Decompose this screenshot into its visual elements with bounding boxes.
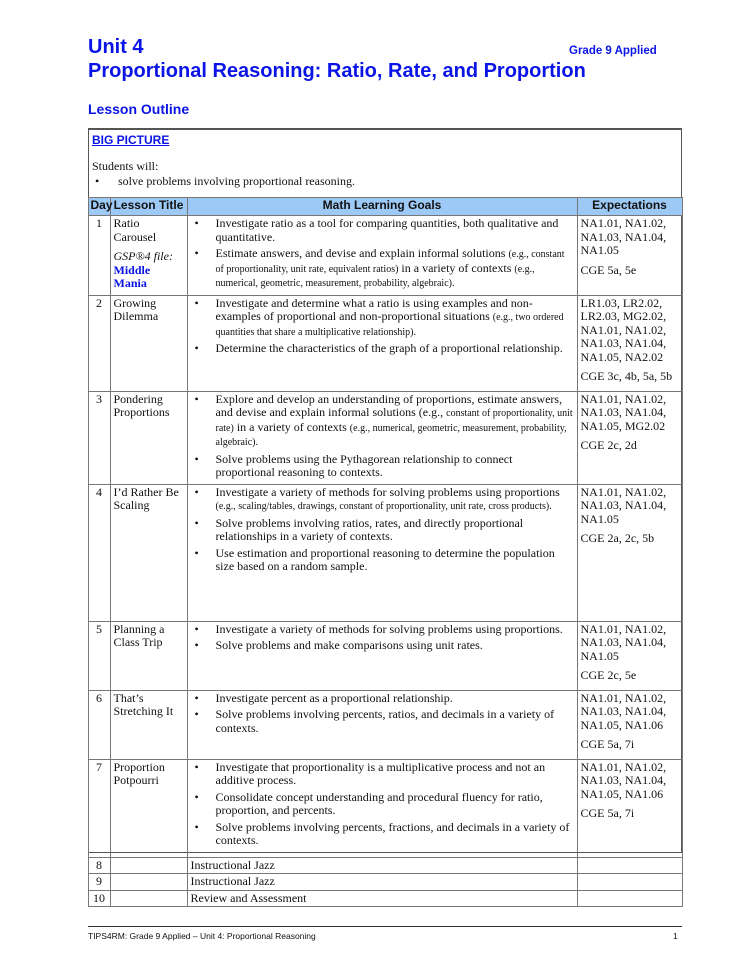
col-header-expectations: Expectations [577, 198, 682, 216]
goals-cell: Review and Assessment [187, 890, 577, 907]
table-row [88, 874, 682, 891]
day-cell: 1 [88, 216, 110, 296]
day-cell: 8 [88, 857, 110, 874]
lesson-title-cell [110, 857, 187, 874]
expectations-cell: NA1.01, NA1.02, NA1.03, NA1.04, NA1.05 CGE 5a, 5e [577, 216, 682, 296]
expectations-cell: NA1.01, NA1.02, NA1.03, NA1.04, NA1.05, NA1.06 CGE 5a, 7i [577, 759, 682, 857]
unit-heading: Unit 4 [88, 36, 144, 58]
table-row [88, 484, 682, 621]
page-number: 1 [673, 931, 678, 941]
day-cell: 9 [88, 874, 110, 891]
table-row [88, 216, 682, 296]
day-cell: 2 [88, 295, 110, 391]
lesson-title-cell: Ratio Carousel GSP®4 file: Middle Mania [110, 216, 187, 296]
bullet-icon: • [95, 174, 100, 188]
expectations-cell: LR1.03, LR2.02, LR2.03, MG2.02, NA1.01, NA1.02, NA1.03, NA1.04, NA1.05, NA2.02 CGE 3c, 4b, 5a, 5b [577, 295, 682, 391]
day-cell: 3 [88, 391, 110, 484]
footer-text: TIPS4RM: Grade 9 Applied – Unit 4: Proportional Reasoning [88, 931, 316, 941]
expectations-cell: NA1.01, NA1.02, NA1.03, NA1.04, NA1.05, MG2.02 CGE 2c, 2d [577, 391, 682, 484]
table-row [88, 690, 682, 759]
goal-item: • Investigate ratio as a tool for comparing quantities, both qualitative and quantitative. [191, 217, 574, 244]
lesson-title-cell: I’d Rather Be Scaling [110, 484, 187, 621]
lesson-table [88, 197, 683, 907]
goals-cell [187, 216, 577, 296]
students-will-text: Students will: [92, 159, 159, 173]
goal-item: • Use estimation and proportional reasoning to determine the population size based on a random sample. [191, 547, 574, 574]
goal-item: • Investigate a variety of methods for solving problems using proportions. [191, 623, 574, 637]
table-row [88, 759, 682, 857]
gsp-file-label: GSP®4 file: [113, 249, 173, 263]
goals-cell: Instructional Jazz [187, 874, 577, 891]
day-cell: 6 [88, 690, 110, 759]
lesson-title-cell [110, 890, 187, 907]
table-row [88, 857, 682, 874]
goals-cell [187, 690, 577, 759]
expectations-cell [577, 890, 682, 907]
goal-item: • Investigate a variety of methods for solving problems using proportions (e.g., scaling/tables, drawings, constant of proportionality, unit rate, cross products). [191, 486, 574, 514]
lesson-title-cell: Proportion Potpourri [110, 759, 187, 857]
goal-item: • Solve problems involving percents, ratios, and decimals in a variety of contexts. [191, 708, 574, 735]
expectations-cell [577, 857, 682, 874]
big-picture-bullet [92, 174, 355, 189]
goal-item: • Explore and develop an understanding of proportions, estimate answers, and devise and explain informal solutions (e.g., constant of proportionality, unit rate) in a variety of contexts (e.g., numerical, geometric, measurement, probability, algebraic). [191, 393, 574, 450]
gsp-file-link[interactable]: Middle Mania [113, 262, 151, 290]
lesson-title-cell: Growing Dilemma [110, 295, 187, 391]
lesson-title-cell: That’s Stretching It [110, 690, 187, 759]
goal-item: • Investigate that proportionality is a multiplicative process and not an additive process. [191, 761, 574, 788]
bullet-text: solve problems involving proportional reasoning. [118, 174, 355, 188]
goals-cell [187, 621, 577, 690]
goals-cell [187, 484, 577, 621]
table-row [88, 621, 682, 690]
day-cell: 10 [88, 890, 110, 907]
goals-cell [187, 295, 577, 391]
lesson-title-cell: Planning a Class Trip [110, 621, 187, 690]
grade-label: Grade 9 Applied [569, 45, 657, 57]
lesson-outline-box [88, 128, 682, 905]
goals-cell [187, 759, 577, 857]
table-row [88, 391, 682, 484]
footer-divider [88, 926, 682, 927]
big-picture-heading: BIG PICTURE [92, 133, 170, 147]
day-cell: 4 [88, 484, 110, 621]
goals-cell: Instructional Jazz [187, 857, 577, 874]
goal-item: • Solve problems involving percents, fractions, and decimals in a variety of contexts. [191, 821, 574, 848]
expectations-cell: NA1.01, NA1.02, NA1.03, NA1.04, NA1.05, NA1.06 CGE 5a, 7i [577, 690, 682, 759]
table-row [88, 295, 682, 391]
expectations-cell: NA1.01, NA1.02, NA1.03, NA1.04, NA1.05 CGE 2a, 2c, 5b [577, 484, 682, 621]
goal-item: • Determine the characteristics of the graph of a proportional relationship. [191, 342, 574, 356]
expectations-cell: NA1.01, NA1.02, NA1.03, NA1.04, NA1.05 CGE 2c, 5e [577, 621, 682, 690]
goal-item: • Investigate and determine what a ratio is using examples and non-examples of proportional and non-proportional situations (e.g., two ordered quantities that share a multiplicative relationship). [191, 297, 574, 340]
day-cell: 5 [88, 621, 110, 690]
day-cell: 7 [88, 759, 110, 857]
goal-item: • Solve problems using the Pythagorean relationship to connect proportional reasoning to contexts. [191, 453, 574, 480]
col-header-goals: Math Learning Goals [187, 198, 577, 216]
col-header-day: Day [88, 198, 110, 216]
goal-item: • Solve problems and make comparisons using unit rates. [191, 639, 574, 653]
goal-item: • Investigate percent as a proportional relationship. [191, 692, 574, 706]
lesson-title-cell: Pondering Proportions [110, 391, 187, 484]
expectations-cell [577, 874, 682, 891]
lesson-title-cell [110, 874, 187, 891]
goal-item: • Solve problems involving ratios, rates, and directly proportional relationships in a variety of contexts. [191, 517, 574, 544]
goal-item: • Estimate answers, and devise and explain informal solutions (e.g., constant of proportionality, unit rate, equivalent ratios) in a variety of contexts (e.g., numerical, geometric, measurement, probability, algebraic). [191, 247, 574, 291]
lesson-outline-heading: Lesson Outline [88, 101, 190, 117]
goal-item: • Consolidate concept understanding and procedural fluency for ratio, proportion, and percents. [191, 791, 574, 818]
table-row [88, 890, 682, 907]
page-title: Proportional Reasoning: Ratio, Rate, and Proportion [88, 60, 586, 82]
col-header-title: Lesson Title [110, 198, 187, 216]
goals-cell [187, 391, 577, 484]
